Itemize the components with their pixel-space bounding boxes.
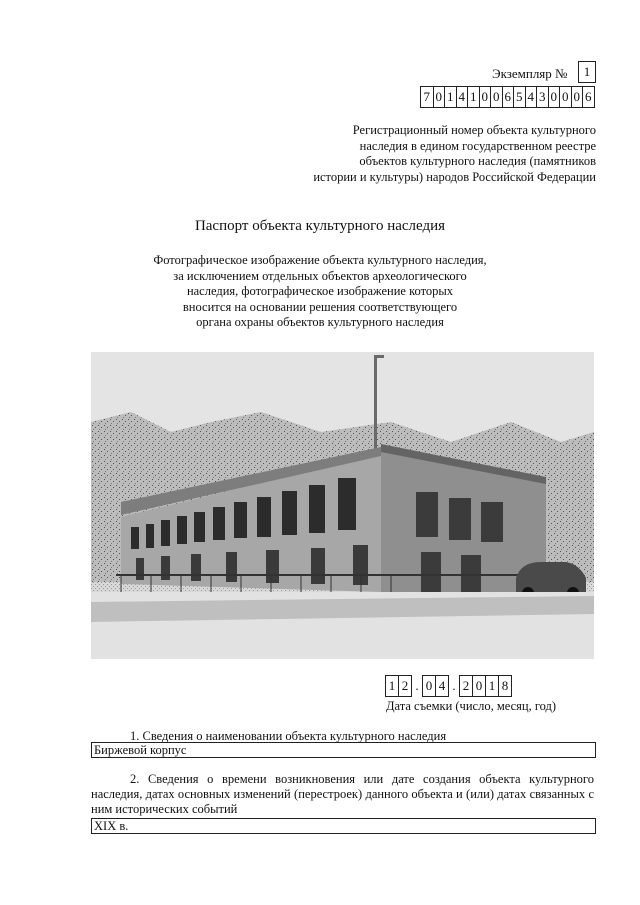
date-digit: 4 [435, 676, 448, 696]
reg-digit: 6 [502, 87, 514, 107]
reg-digit: 0 [559, 87, 571, 107]
date-digit: 2 [398, 676, 411, 696]
photo-date-boxes [385, 675, 512, 697]
page-title: Паспорт объекта культурного наследия [194, 218, 446, 234]
date-digit: 8 [498, 676, 511, 696]
reg-digit: 6 [582, 87, 594, 107]
caption-line: за исключением отдельных объектов археологического [173, 268, 467, 283]
date-month-box [422, 675, 449, 697]
reg-digit: 3 [536, 87, 548, 107]
caption-line: Фотографическое изображение объекта культурного наследия, [153, 253, 487, 267]
registration-caption [256, 123, 596, 185]
reg-digit: 0 [479, 87, 491, 107]
caption-line: органа охраны объектов культурного наследия [196, 315, 444, 329]
building-photo-image [91, 352, 594, 659]
date-digit: 2 [462, 678, 470, 693]
reg-digit: 0 [571, 87, 583, 107]
photo-date-caption: Дата съемки (число, месяц, год) [386, 699, 557, 713]
section2-heading: 2. Сведения о времени возникновения или дате создания объекта культурного наследия, датах основных изменений (перестроек) данного объекта и (или) датах связанных с ним исторических событий [91, 772, 594, 816]
date-year-box [459, 675, 512, 697]
copy-number-box: 1 [578, 61, 596, 83]
reg-digit: 1 [467, 87, 479, 107]
date-digit: 1 [485, 676, 498, 696]
reg-digit: 4 [456, 87, 468, 107]
object-name-field: Биржевой корпус [91, 742, 596, 758]
reg-digit: 0 [490, 87, 502, 107]
caption-line: вносится на основании решения соответствующего [182, 299, 458, 314]
creation-date-field: XIX в. [91, 818, 596, 834]
date-separator: . [452, 678, 456, 693]
reg-digit: 5 [513, 87, 525, 107]
date-day-box [385, 675, 412, 697]
section1-heading: 1. Сведения о наименовании объекта культурного наследия [130, 729, 447, 743]
registration-number-boxes [420, 86, 595, 108]
caption-line: наследия в едином государственном реестре [359, 138, 596, 153]
copy-number-label: Экземпляр № [492, 66, 568, 81]
reg-digit: 4 [525, 87, 537, 107]
reg-digit: 7 [423, 89, 430, 104]
caption-line: наследия, фотографическое изображение которых [186, 284, 454, 298]
reg-digit: 1 [444, 87, 456, 107]
date-digit: 1 [388, 678, 396, 693]
date-digit: 0 [472, 676, 485, 696]
date-separator: . [415, 678, 419, 693]
reg-digit: 0 [433, 87, 445, 107]
caption-line: Регистрационный номер объекта культурного [352, 123, 596, 137]
photo-caption [150, 253, 490, 331]
caption-line: объектов культурного наследия (памятников [359, 154, 596, 168]
building-photo [91, 352, 594, 659]
date-digit: 0 [425, 678, 433, 693]
reg-digit: 0 [548, 87, 560, 107]
caption-line: истории и культуры) народов Российской Федерации [313, 169, 596, 184]
